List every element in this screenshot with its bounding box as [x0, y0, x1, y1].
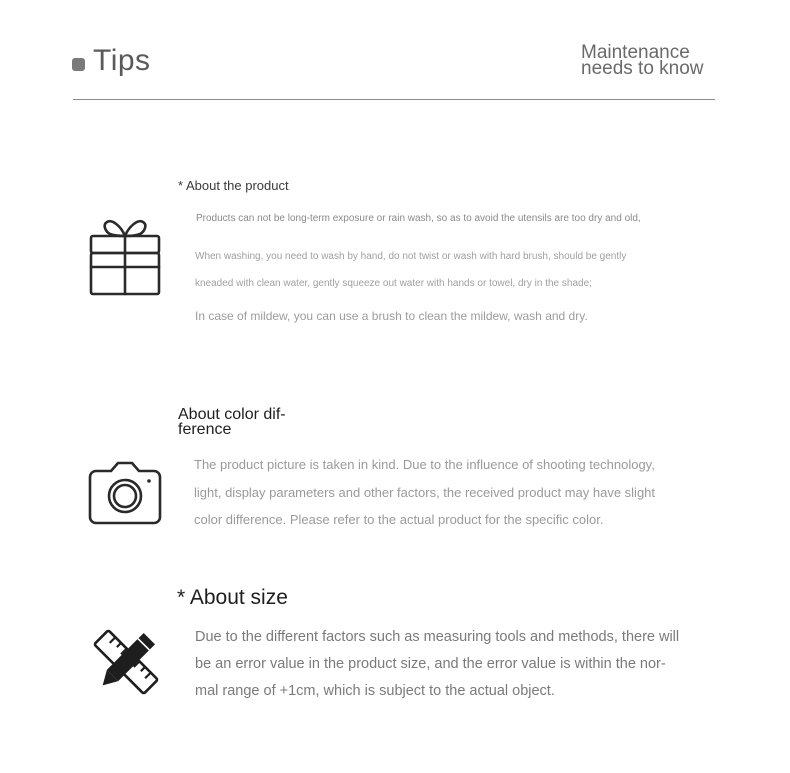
camera-icon [88, 459, 162, 525]
size-body-line-3: mal range of +1cm, which is subject to the actual object. [195, 683, 555, 699]
color-title-line-1: About color dif- [178, 406, 286, 423]
product-paragraph-4: In case of mildew, you can use a brush to clean the mildew, wash and dry. [195, 309, 588, 323]
gift-icon [88, 216, 162, 298]
color-section-title [178, 407, 318, 437]
size-body-line-2: be an error value in the product size, and the error value is within the nor- [195, 656, 666, 672]
color-body-line-2: light, display parameters and other factors, the received product may have slight [194, 484, 656, 500]
product-paragraph-1: Products can not be long-term exposure or rain wash, so as to avoid the utensils are too dry and old, [196, 213, 641, 224]
pencil-ruler-icon [89, 627, 163, 697]
page-subtitle [581, 42, 721, 79]
header-divider [73, 99, 715, 100]
size-paragraph [195, 624, 695, 705]
color-paragraph [194, 451, 674, 534]
header-square-icon [72, 58, 85, 71]
size-body-line-1: Due to the different factors such as measuring tools and methods, there will [195, 629, 680, 645]
color-body-line-3: color difference. Please refer to the actual product for the specific color. [194, 512, 604, 527]
color-title-line-2: ference [178, 421, 232, 438]
size-section-title: * About size [177, 586, 288, 609]
subtitle-line-1: Maintenance [581, 42, 690, 63]
subtitle-line-2: needs to know [581, 58, 704, 79]
product-paragraph-2: When washing, you need to wash by hand, do not twist or wash with hard brush, should be gently [195, 251, 627, 262]
product-paragraph-3: kneaded with clean water, gently squeeze out water with hands or towel, dry in the shade; [195, 278, 592, 289]
product-section-title: * About the product [178, 178, 289, 193]
page-title: Tips [93, 44, 151, 77]
color-body-line-1: The product picture is taken in kind. Due to the influence of shooting technology, [194, 457, 655, 472]
